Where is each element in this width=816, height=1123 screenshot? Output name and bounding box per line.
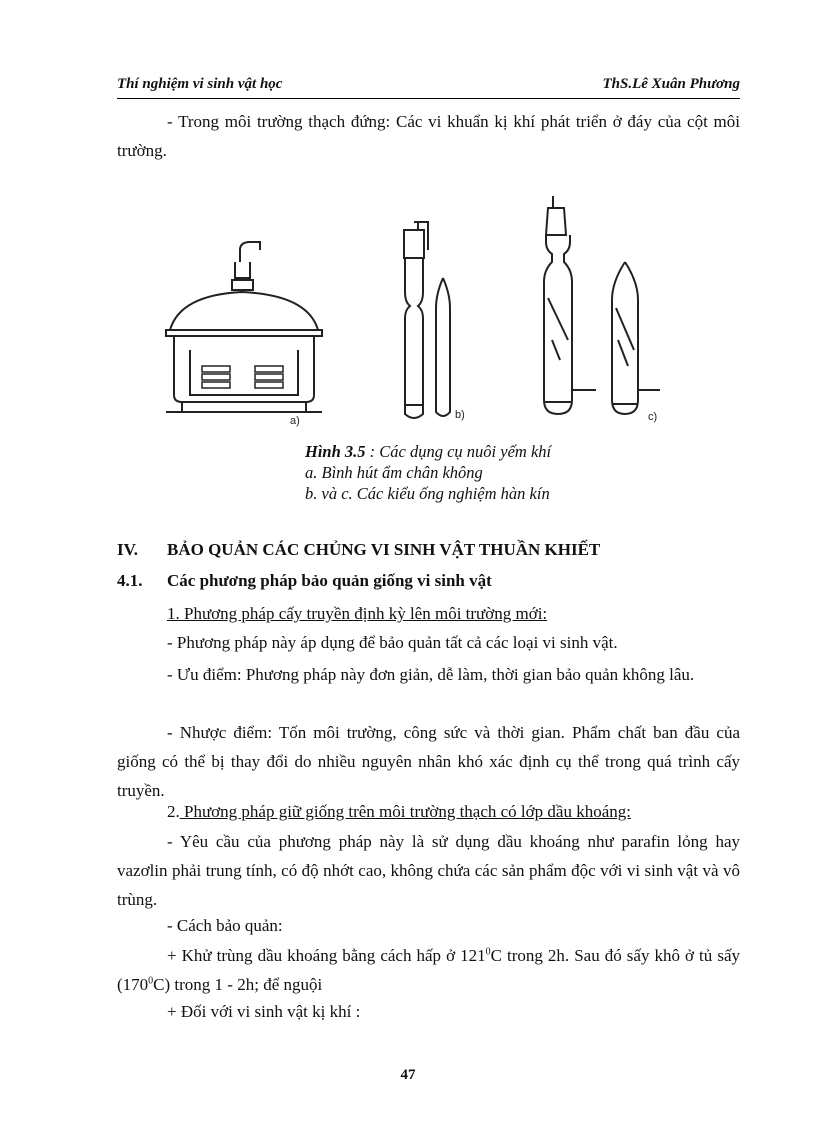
method2-title-prefix: 2. [167, 802, 180, 821]
running-header [117, 76, 740, 98]
figure-apparatus [160, 190, 700, 430]
intro-paragraph: - Trong môi trường thạch đứng: Các vi khuẩn kị khí phát triển ở đáy của cột môi trường. [117, 112, 740, 160]
method2-title [117, 797, 740, 826]
header-book-title: Thí nghiệm vi sinh vật học [117, 76, 283, 92]
method1-title [117, 599, 740, 628]
degree-sup-1: 0 [485, 946, 491, 958]
tube-b1-drawing [404, 222, 428, 418]
caption-line-bc: b. và c. Các kiểu ống nghiệm hàn kín [305, 484, 550, 503]
label-a: a) [290, 415, 300, 427]
sterilize-text-2: C trong 2h. Sau đó sấy khô ở tủ sấy (170 [117, 946, 740, 994]
caption-figure-number: Hình 3.5 [305, 442, 366, 461]
page-number: 47 [400, 1067, 416, 1083]
label-b: b) [455, 409, 465, 421]
tube-c2-drawing [612, 262, 660, 414]
label-c: c) [648, 411, 658, 423]
method1-title-text: 1. Phương pháp cấy truyền định kỳ lên môi trường mới: [167, 604, 548, 623]
apparatus-drawing [160, 190, 700, 430]
sterilize-text-1: + Khử trùng dầu khoáng bằng cách hấp ở 121 [167, 946, 486, 965]
figure-caption [305, 441, 625, 504]
method1-paragraph-2: - Ưu điểm: Phương pháp này đơn giản, dễ làm, thời gian bảo quản không lâu. [167, 665, 695, 684]
header-author: ThS.Lê Xuân Phương [602, 76, 740, 92]
caption-figure-title: : Các dụng cụ nuôi yếm khí [365, 442, 552, 461]
method1-paragraph-1: - Phương pháp này áp dụng để bảo quản tất cả các loại vi sinh vật. [167, 633, 618, 652]
tube-c1-drawing [544, 196, 596, 414]
caption-line-a: a. Bình hút ẩm chân không [305, 463, 483, 482]
method2-paragraph-3 [117, 941, 740, 999]
section-number: IV. [117, 540, 138, 559]
subsection-number: 4.1. [117, 571, 143, 590]
degree-sup-2: 0 [148, 975, 154, 987]
method1-paragraph-3: - Nhược điểm: Tốn môi trường, công sức và thời gian. Phẩm chất ban đầu của giống có thể bị thay đổi do nhiều nguyên nhân khó xác định cụ thể trong quá trình cấy truyền. [117, 723, 740, 800]
method2-title-text: Phương pháp giữ giống trên môi trường thạch có lớp dầu khoáng: [179, 802, 631, 821]
caption-title-line [305, 441, 625, 462]
method2-paragraph-4: + Đối với vi sinh vật kị khí : [167, 1002, 361, 1021]
method2-paragraph-1: - Yêu cầu của phương pháp này là sử dụng dầu khoáng như parafin lỏng hay vazơlin phải trung tính, có độ nhớt cao, không chứa các sản phẩm độc với vi sinh vật và vô trùng. [117, 832, 740, 909]
desiccator-plates [202, 366, 283, 388]
sterilize-text-3: C) trong 1 - 2h; để nguội [153, 975, 323, 994]
subsection-title: Các phương pháp bảo quản giống vi sinh vật [167, 571, 492, 590]
tube-b2-drawing [436, 278, 450, 416]
desiccator-drawing [166, 242, 322, 412]
header-rule [117, 98, 740, 99]
method2-paragraph-2: - Cách bảo quản: [167, 916, 283, 935]
section-title: BẢO QUẢN CÁC CHỦNG VI SINH VẬT THUẦN KHIẾT [167, 540, 601, 559]
